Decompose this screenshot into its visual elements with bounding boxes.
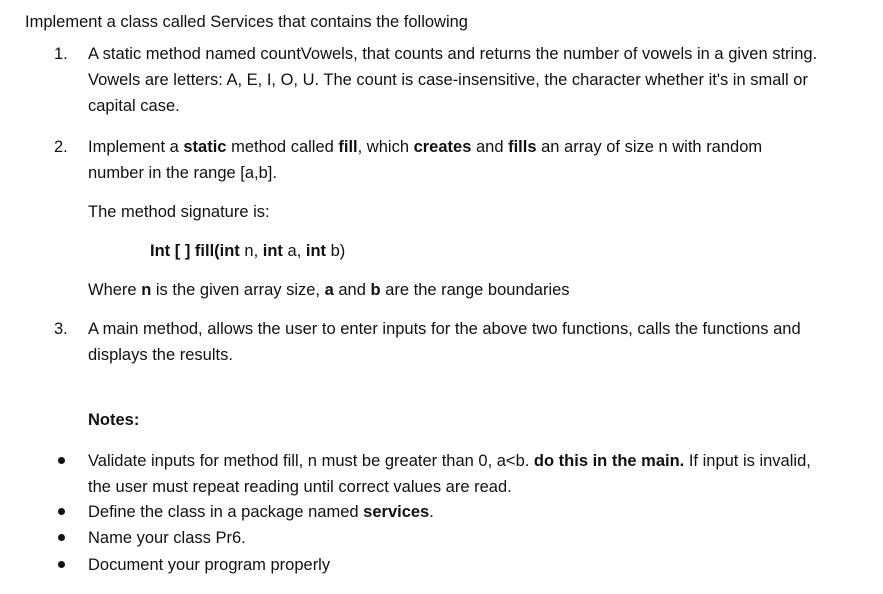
item-1-number: 1. <box>54 45 68 63</box>
signature-intro: The method signature is: <box>88 203 270 221</box>
item-2-number: 2. <box>54 138 68 156</box>
note-1: Validate inputs for method fill, n must be greater than 0, a<b. do this in the main. If input is invalid, the user must repeat reading until correct values are read. <box>88 452 811 496</box>
bullet-dot <box>58 457 65 464</box>
where-line: Where n is the given array size, a and b are the range boundaries <box>88 281 570 299</box>
bullet-dot <box>58 561 65 568</box>
item-3-number: 3. <box>54 320 68 338</box>
item-3-text: A main method, allows the user to enter inputs for the above two functions, calls the functions and displays the results. <box>88 320 801 364</box>
note-4: Document your program properly <box>88 556 331 574</box>
method-signature: Int [ ] fill(int n, int a, int b) <box>150 242 346 260</box>
bullet-dot <box>58 534 65 541</box>
notes-heading: Notes: <box>88 411 140 429</box>
intro-line: Implement a class called Services that contains the following <box>25 13 468 31</box>
bullet-dot <box>58 508 65 515</box>
note-2: Define the class in a package named services. <box>88 503 434 521</box>
item-2-text: Implement a static method called fill, which creates and fills an array of size n with random number in the range [a,b]. <box>88 138 763 182</box>
note-3: Name your class Pr6. <box>88 529 246 547</box>
item-1-text: A static method named countVowels, that counts and returns the number of vowels in a given string. Vowels are letters: A, E, I, O, U. The count is case-insensitive, the character whether it's in small or capital case. <box>88 45 818 115</box>
